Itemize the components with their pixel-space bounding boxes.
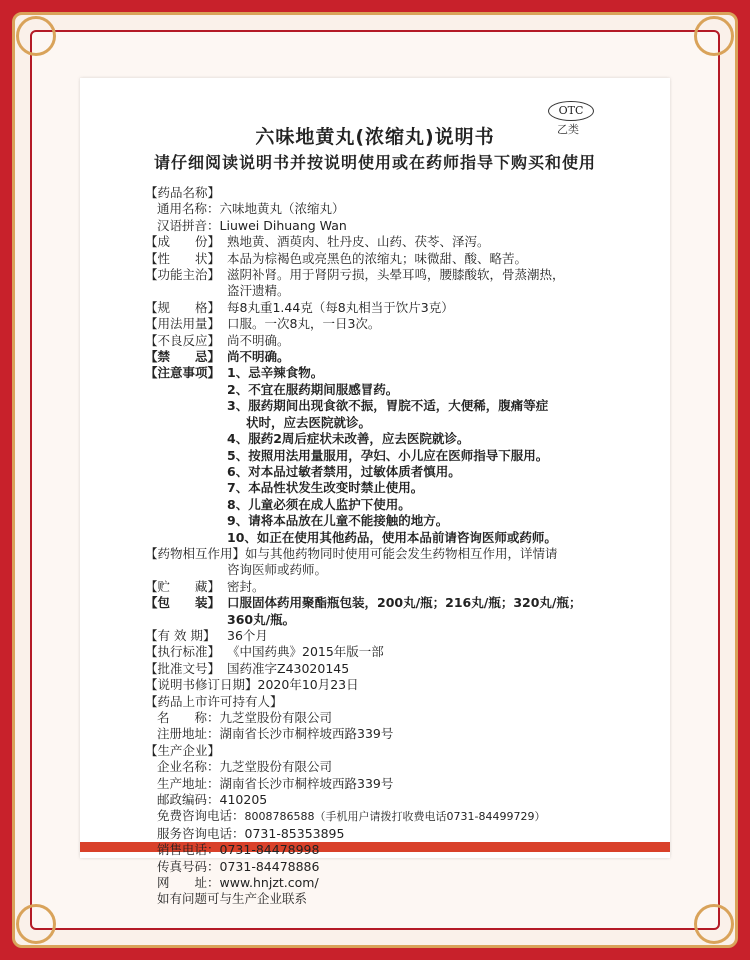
- adverse-label: 【不良反应】: [145, 332, 221, 348]
- adverse-row: [145, 333, 645, 349]
- adverse-value: 尚不明确。: [227, 332, 290, 348]
- interactions-value-cont: 咨询医师或药师。: [227, 562, 328, 578]
- manufacturer-row-value: 0731-85353895: [244, 825, 345, 841]
- manufacturer-row-label: 网 址：: [157, 875, 220, 891]
- manufacturer-row-label: 服务咨询电话：: [157, 825, 245, 841]
- character-label: 【性 状】: [145, 250, 221, 266]
- generic-name-value: 六味地黄丸（浓缩丸）: [219, 201, 345, 217]
- mah-name-label: 名 称：: [157, 710, 220, 725]
- manufacturer-heading: 【生产企业】: [145, 742, 221, 758]
- revision-row: [145, 677, 645, 693]
- approval-value: 国药准字Z43020145: [227, 660, 350, 676]
- precaution-item: 2、不宜在服药期间服感冒药。: [227, 381, 399, 397]
- spec-value: 每8丸重1.44克（每8丸相当于饮片3克）: [227, 299, 454, 315]
- mah-addr-value: 湖南省长沙市桐梓坡西路339号: [219, 726, 394, 742]
- corner-ornament: [694, 16, 734, 56]
- manufacturer-row-label: 邮政编码：: [157, 792, 220, 808]
- indications-row: [145, 267, 645, 283]
- precaution-item: 1、忌辛辣食物。: [227, 365, 324, 381]
- precaution-item: 8、儿童必须在成人监护下使用。: [227, 496, 411, 512]
- manufacturer-row: [145, 842, 645, 858]
- indications-value-cont: 盗汗遗精。: [227, 283, 290, 299]
- interactions-label: 【药物相互作用】: [145, 545, 246, 561]
- generic-name-row: [145, 201, 645, 217]
- interactions-row: [145, 546, 645, 562]
- contra-label: 【禁 忌】: [145, 349, 221, 365]
- interactions-value: 如与其他药物同时使用可能会发生药物相互作用，详情请: [245, 545, 558, 561]
- dosage-row: [145, 316, 645, 332]
- precaution-item-cont: 状时，应去医院就诊。: [246, 414, 372, 430]
- corner-ornament: [16, 904, 56, 944]
- manufacturer-row-label: 生产地址：: [157, 775, 220, 791]
- character-value: 本品为棕褐色或亮黑色的浓缩丸；味微甜、酸、略苦。: [227, 250, 528, 266]
- validity-label: 【有 效 期】: [145, 627, 216, 643]
- precaution-item: 7、本品性状发生改变时禁止使用。: [227, 480, 424, 496]
- contra-value: 尚不明确。: [227, 349, 290, 365]
- manufacturer-row-value: 九芝堂股份有限公司: [219, 759, 333, 775]
- manufacturer-row: [145, 826, 645, 842]
- mah-addr-label: 注册地址：: [157, 726, 220, 742]
- precaution-item: 5、按照用法用量服用，孕妇、小儿应在医师指导下服用。: [227, 447, 549, 463]
- precaution-item: 6、对本品过敏者禁用，过敏体质者慎用。: [227, 463, 461, 479]
- indications-label: 【功能主治】: [145, 267, 221, 283]
- manufacturer-row-label: 免费咨询电话：: [157, 808, 245, 824]
- standard-label: 【执行标准】: [145, 644, 221, 660]
- package-row: [145, 595, 645, 611]
- page-title: 六味地黄丸(浓缩丸)说明书: [255, 126, 495, 148]
- character-row: [145, 251, 645, 267]
- ingredients-value: 熟地黄、酒萸肉、牡丹皮、山药、茯苓、泽泻。: [227, 234, 490, 250]
- manufacturer-row-label: 销售电话：: [157, 842, 220, 858]
- pinyin-row: [145, 218, 645, 234]
- ingredients-row: [145, 234, 645, 250]
- standard-value: 《中国药典》2015年版一部: [227, 644, 384, 660]
- contra-row: [145, 349, 645, 365]
- mah-addr-row: [145, 726, 645, 742]
- dosage-label: 【用法用量】: [145, 316, 221, 332]
- manufacturer-row: [145, 808, 645, 825]
- generic-name-label: 通用名称：: [157, 201, 220, 217]
- approval-label: 【批准文号】: [145, 660, 221, 676]
- manufacturer-row-value: 8008786588（手机用户请拨打收费电话0731-84499729）: [244, 810, 546, 824]
- package-value: 口服固体药用聚酯瓶包装，200丸/瓶；216丸/瓶；320丸/瓶；: [227, 595, 582, 611]
- revision-value: 2020年10月23日: [257, 677, 359, 693]
- revision-label: 【说明书修订日期】: [145, 677, 258, 693]
- ingredients-label: 【成 份】: [145, 234, 221, 250]
- corner-ornament: [694, 904, 734, 944]
- manufacturer-row: [145, 776, 645, 792]
- manufacturer-row: [145, 792, 645, 808]
- spec-label: 【规 格】: [145, 299, 221, 315]
- manufacturer-row-value: 0731-84478886: [219, 858, 320, 874]
- manufacturer-row-value: www.hnjzt.com/: [219, 875, 319, 891]
- corner-ornament: [16, 16, 56, 56]
- pinyin-label: 汉语拼音：: [157, 217, 220, 233]
- precautions-row: [145, 365, 645, 381]
- precaution-item: 4、服药2周后症状未改善，应去医院就诊。: [227, 431, 470, 447]
- pinyin-value: Liuwei Dihuang Wan: [219, 217, 347, 233]
- dosage-value: 口服。一次8丸，一日3次。: [227, 316, 381, 332]
- storage-label: 【贮 藏】: [145, 578, 221, 594]
- contact-footer: 如有问题可与生产企业联系: [157, 891, 308, 907]
- package-label: 【包 装】: [145, 595, 221, 611]
- manufacturer-row-value: 410205: [219, 792, 268, 808]
- indications-value: 滋阴补肾。用于肾阴亏损，头晕耳鸣，腰膝酸软，骨蒸潮热，: [227, 267, 565, 283]
- standard-row: [145, 644, 645, 660]
- manufacturer-row-value: 0731-84478998: [219, 842, 320, 858]
- precaution-item: 3、服药期间出现食欲不振，胃脘不适，大便稀，腹痛等症: [227, 398, 549, 414]
- validity-value: 36个月: [227, 627, 268, 643]
- manufacturer-row-label: 传真号码：: [157, 858, 220, 874]
- mah-name-value: 九芝堂股份有限公司: [219, 710, 333, 725]
- validity-row: [145, 628, 645, 644]
- leaflet-content: [145, 185, 645, 908]
- approval-row: [145, 661, 645, 677]
- otc-badge: OTC: [548, 101, 594, 121]
- drug-name-heading: 【药品名称】: [145, 185, 221, 200]
- manufacturer-row-value: 湖南省长沙市桐梓坡西路339号: [219, 775, 394, 791]
- precautions-label: 【注意事项】: [145, 365, 221, 381]
- manufacturer-row: [145, 859, 645, 875]
- mah-heading: 【药品上市许可持有人】: [145, 693, 283, 709]
- otc-class: 乙类: [557, 123, 579, 136]
- page-subtitle: 请仔细阅读说明书并按说明使用或在药师指导下购买和使用: [153, 153, 596, 172]
- spec-row: [145, 300, 645, 316]
- precaution-item: 10、如正在使用其他药品，使用本品前请咨询医师或药师。: [227, 529, 557, 545]
- manufacturer-row: [145, 759, 645, 775]
- precaution-item: 9、请将本品放在儿童不能接触的地方。: [227, 513, 449, 529]
- storage-row: [145, 579, 645, 595]
- manufacturer-row-label: 企业名称：: [157, 759, 220, 775]
- mah-name-row: [145, 710, 645, 726]
- manufacturer-row: [145, 875, 645, 891]
- storage-value: 密封。: [227, 578, 265, 594]
- package-value-cont: 360丸/瓶。: [227, 611, 296, 627]
